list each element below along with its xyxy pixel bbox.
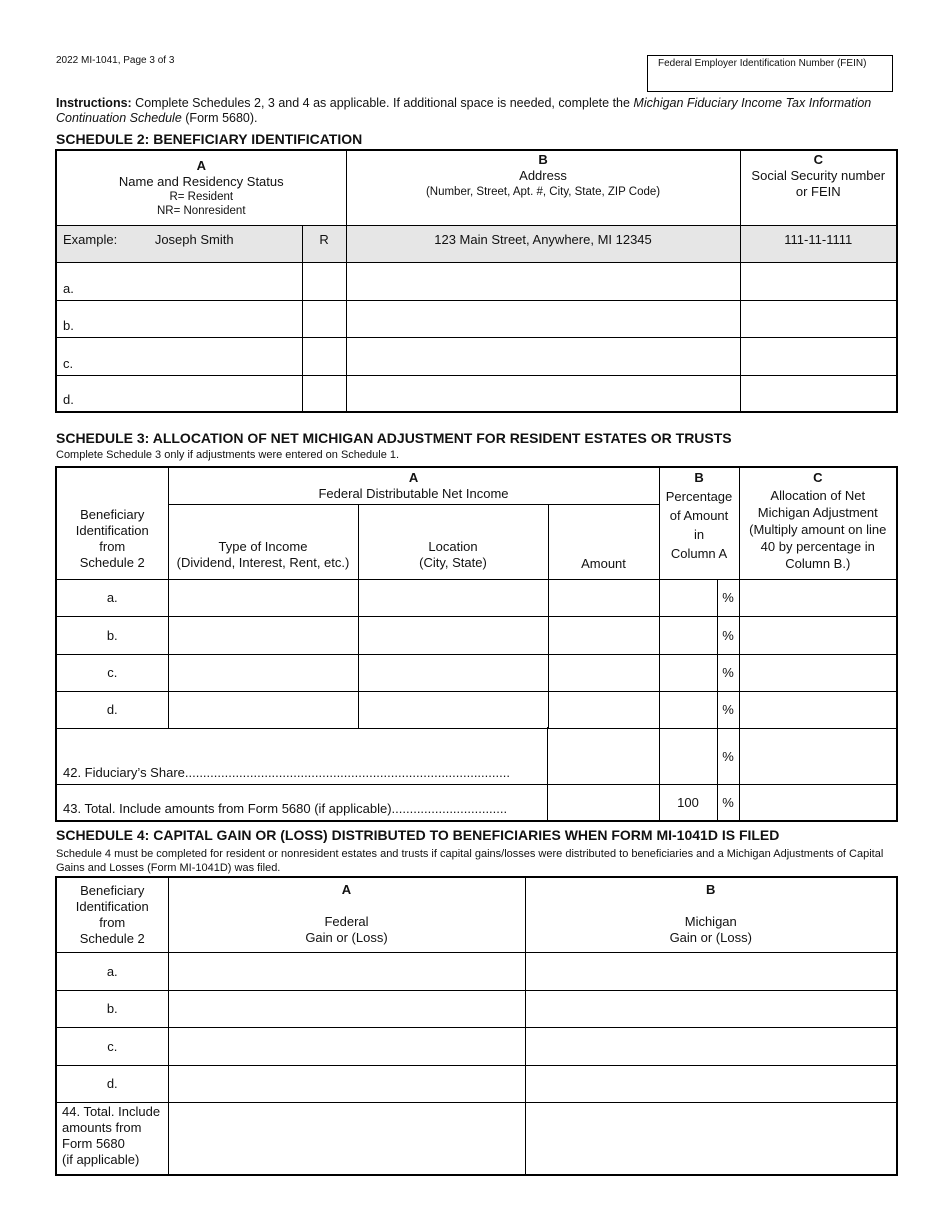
sched4-federal-d[interactable] [168,1065,525,1102]
sched3-location-b[interactable] [358,616,548,654]
line44-label: 44. Total. Include amounts from Form 5680 (if applicable) [56,1102,168,1175]
sched3-amount-d[interactable] [548,691,659,728]
sched3-amount-header: Amount [548,504,659,579]
sched2-address-a[interactable] [346,262,740,300]
sched3-allocation-c[interactable] [739,654,897,691]
sched3-percent-a[interactable] [659,579,717,616]
sched4-row-label: c. [56,1027,168,1065]
percent-sign: % [717,579,739,616]
example-address: 123 Main Street, Anywhere, MI 12345 [346,225,740,262]
sched3-percent-c[interactable] [659,654,717,691]
line43-percent: 100 [659,784,717,821]
table-row [56,990,897,1027]
example-ssn: 111-11-1111 [740,225,897,262]
sched4-michigan-d[interactable] [525,1065,897,1102]
line43-label: 43. Total. Include amounts from Form 5680 (if applicable)................................ [56,784,659,821]
line42-43-amount-divider [547,727,548,820]
sched3-col-a-header: A Federal Distributable Net Income [168,467,659,504]
sched3-type-b[interactable] [168,616,358,654]
line43-allocation[interactable] [739,784,897,821]
sched3-amount-c[interactable] [548,654,659,691]
sched3-location-header: Location (City, State) [358,504,548,579]
sched4-row-label: b. [56,990,168,1027]
instructions-italic: Michigan Fiduciary Income Tax Information Continuation Schedule [56,96,872,125]
sched3-percent-d[interactable] [659,691,717,728]
sched3-type-a[interactable] [168,579,358,616]
example-name: Joseph Smith [154,231,234,247]
instructions-label: Instructions: [56,96,132,110]
sched4-col-a-header: A Federal Gain or (Loss) [168,877,525,952]
sched4-federal-a[interactable] [168,952,525,990]
sched2-address-d[interactable] [346,375,740,412]
sched3-col-b-header: B Percentage of Amount in Column A [659,467,739,579]
sched4-row-label: a. [56,952,168,990]
sched2-name-a[interactable]: a. [56,262,302,300]
schedule4-table [55,876,898,1176]
sched2-col-a-header: A Name and Residency Status R= Resident NR= Nonresident [56,150,346,225]
table-row [56,375,897,412]
table-row [56,784,897,821]
fein-field[interactable] [647,55,893,92]
sched3-location-d[interactable] [358,691,548,728]
sched3-col-c-header: C Allocation of Net Michigan Adjustment (Multiply amount on line 40 by percentage in Column B.) [739,467,897,579]
schedule3-title: SCHEDULE 3: ALLOCATION OF NET MICHIGAN ADJUSTMENT FOR RESIDENT ESTATES OR TRUSTS [56,430,732,446]
table-row [56,262,897,300]
table-row [56,691,897,728]
example-label: Example: [63,231,118,247]
table-row [56,728,897,784]
sched4-michigan-b[interactable] [525,990,897,1027]
sched3-type-header: Type of Income (Dividend, Interest, Rent, etc.) [168,504,358,579]
sched2-name-b[interactable]: b. [56,300,302,337]
sched3-allocation-d[interactable] [739,691,897,728]
schedule2-table [55,149,898,413]
percent-sign: % [717,691,739,728]
sched4-col-b-header: B Michigan Gain or (Loss) [525,877,897,952]
sched3-row-label: b. [56,616,168,654]
sched4-federal-c[interactable] [168,1027,525,1065]
sched3-type-c[interactable] [168,654,358,691]
sched3-benef-header: Beneficiary Identification from Schedule 2 [56,467,168,579]
sched2-col-b-header: B Address (Number, Street, Apt. #, City, State, ZIP Code) [346,150,740,225]
table-row [56,337,897,375]
table-row [56,1102,897,1175]
sched2-status-c[interactable] [302,337,346,375]
sched2-status-b[interactable] [302,300,346,337]
form-page-label: 2022 MI-1041, Page 3 of 3 [56,55,175,66]
schedule3-note: Complete Schedule 3 only if adjustments were entered on Schedule 1. [56,449,400,461]
sched3-row-label: c. [56,654,168,691]
sched3-row-label: a. [56,579,168,616]
sched4-michigan-c[interactable] [525,1027,897,1065]
sched2-name-c[interactable]: c. [56,337,302,375]
sched4-benef-header: Beneficiary Identification from Schedule 2 [56,877,168,952]
percent-sign: % [717,616,739,654]
table-row [56,616,897,654]
sched4-federal-b[interactable] [168,990,525,1027]
sched2-name-d[interactable]: d. [56,375,302,412]
table-row [56,300,897,337]
percent-sign: % [717,728,739,784]
sched3-row-label: d. [56,691,168,728]
sched3-percent-b[interactable] [659,616,717,654]
schedule3-table [55,466,898,822]
sched2-ssn-b[interactable] [740,300,897,337]
sched2-address-b[interactable] [346,300,740,337]
table-row [56,952,897,990]
line44-federal[interactable] [168,1102,525,1175]
sched2-address-c[interactable] [346,337,740,375]
line42-percent[interactable] [659,728,717,784]
line42-label: 42. Fiduciary’s Share.......................................................................................... [56,728,659,784]
sched3-location-a[interactable] [358,579,548,616]
sched2-col-c-header: C Social Security number or FEIN [740,150,897,225]
sched3-location-c[interactable] [358,654,548,691]
schedule4-note: Schedule 4 must be completed for resident or nonresident estates and trusts if capital gains/losses were distributed to beneficiaries and a Michigan Adjustments of Capital Gains and Losses (Form MI-1041D) was filed. [56,848,884,874]
sched2-status-d[interactable] [302,375,346,412]
sched3-allocation-a[interactable] [739,579,897,616]
sched4-michigan-a[interactable] [525,952,897,990]
schedule2-title: SCHEDULE 2: BENEFICIARY IDENTIFICATION [56,131,363,147]
percent-sign: % [717,654,739,691]
table-row [56,1065,897,1102]
sched3-type-d[interactable] [168,691,358,728]
instructions-text-1: Complete Schedules 2, 3 and 4 as applicable. If additional space is needed, complete the [131,96,634,110]
schedule4-title: SCHEDULE 4: CAPITAL GAIN OR (LOSS) DISTRIBUTED TO BENEFICIARIES WHEN FORM MI-1041D IS FILED [56,827,780,843]
sched2-ssn-d[interactable] [740,375,897,412]
sched2-ssn-c[interactable] [740,337,897,375]
sched4-row-label: d. [56,1065,168,1102]
table-row [56,1027,897,1065]
sched2-ssn-a[interactable] [740,262,897,300]
sched3-amount-a[interactable] [548,579,659,616]
sched2-status-a[interactable] [302,262,346,300]
table-row [56,654,897,691]
percent-sign: % [717,784,739,821]
table-row [56,579,897,616]
sched3-allocation-b[interactable] [739,616,897,654]
sched2-example-row [56,225,897,262]
instructions-text-2: (Form 5680). [181,111,258,125]
example-status: R [302,225,346,262]
fein-label: Federal Employer Identification Number (FEIN) [658,58,867,69]
sched3-amount-b[interactable] [548,616,659,654]
line42-allocation[interactable] [739,728,897,784]
instructions [56,96,901,126]
line44-michigan[interactable] [525,1102,897,1175]
